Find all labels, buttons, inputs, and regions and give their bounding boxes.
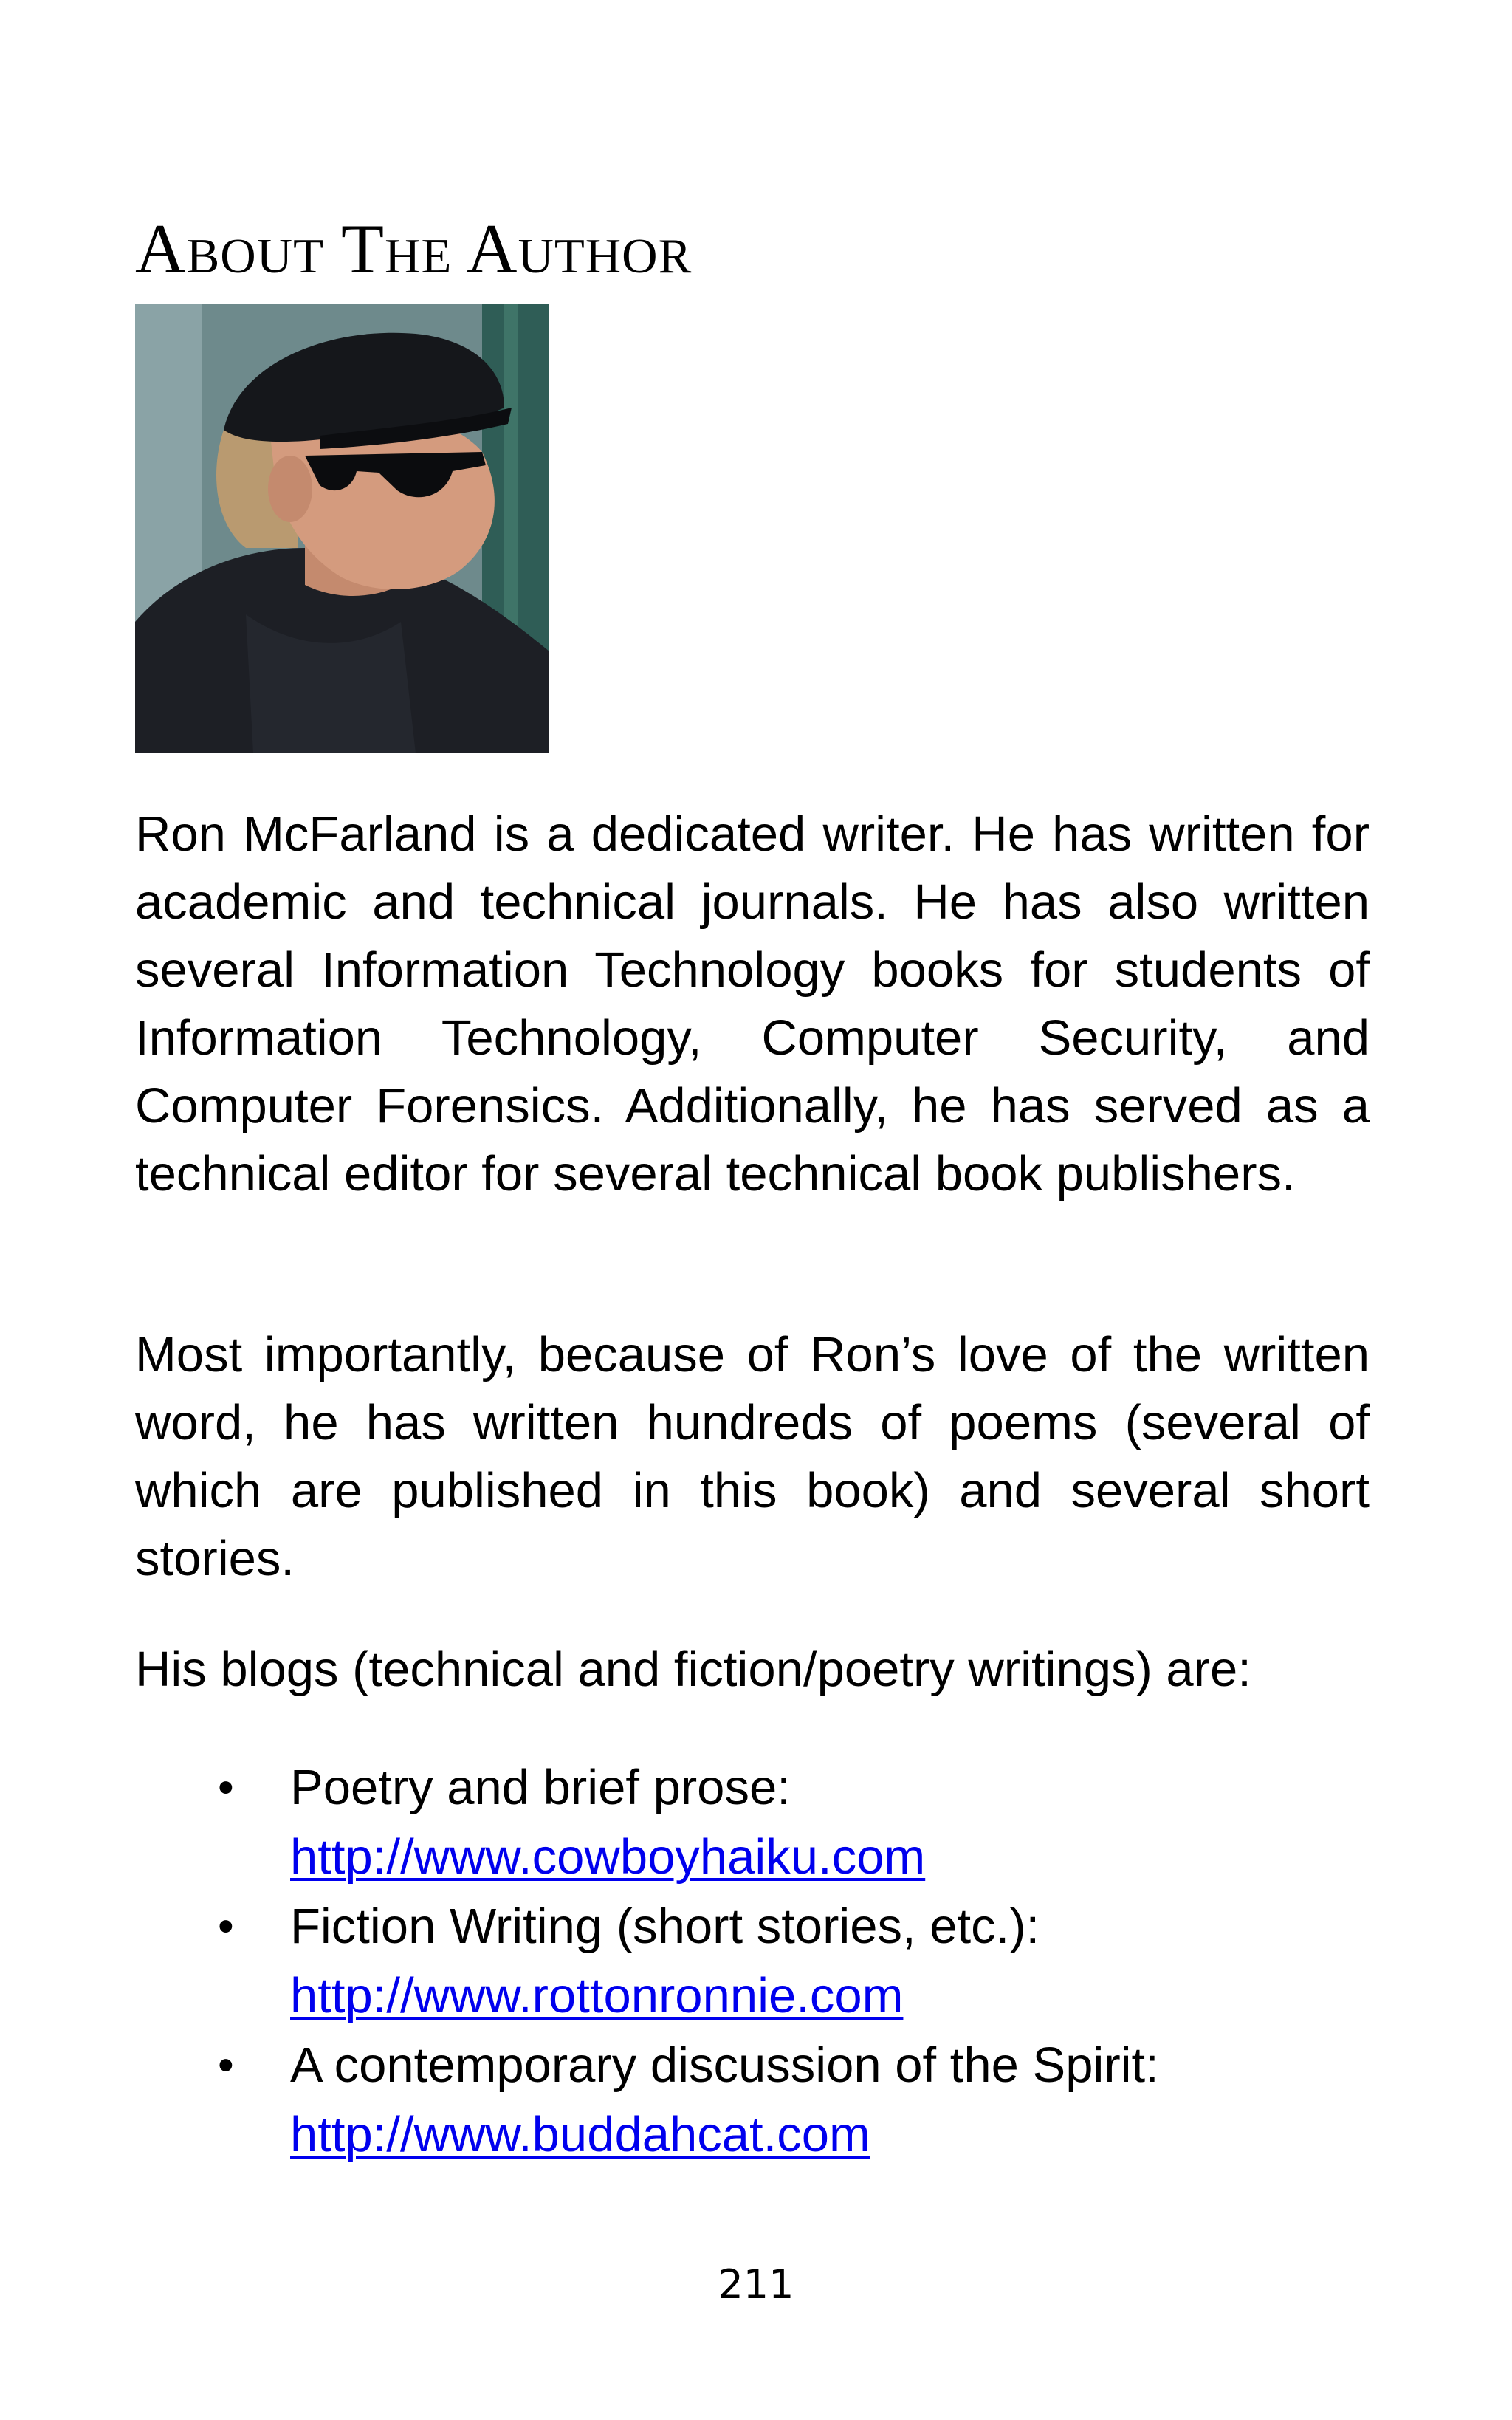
blog-label: Poetry and brief prose: <box>290 1760 791 1815</box>
blog-label: Fiction Writing (short stories, etc.): <box>290 1899 1040 1954</box>
bio-paragraph-1: Ron McFarland is a dedicated writer. He has written for academic and technical journals. He has also written several Information Technology books for students of Information Technology, Computer Security, and Computer Forensics. Additionally, he has served as a technical editor for several technical book publishers. <box>135 806 1370 1202</box>
blog-label: A contemporary discussion of the Spirit: <box>290 2037 1159 2093</box>
blog-link-buddahcat[interactable]: http://www.buddahcat.com <box>290 2107 870 2162</box>
blog-link-cowboyhaiku[interactable]: http://www.cowboyhaiku.com <box>290 1829 926 1885</box>
author-photo <box>135 304 549 753</box>
list-item <box>135 1892 1370 2031</box>
bullet-icon: • <box>218 1762 234 1813</box>
list-item <box>135 2031 1370 2170</box>
bullet-icon: • <box>218 1901 234 1952</box>
bio-paragraph-2: Most importantly, because of Ron’s love of the written word, he has written hundreds of poems (several of which are published in this book) and several short stories. <box>135 1327 1370 1586</box>
blogs-intro: His blogs (technical and fiction/poetry writings) are: <box>135 1642 1251 1697</box>
blog-link-rottonronnie[interactable]: http://www.rottonronnie.com <box>290 1968 904 2023</box>
author-portrait-icon <box>135 304 549 753</box>
bullet-icon: • <box>218 2040 234 2091</box>
blog-list <box>135 1753 1370 2170</box>
page-title: About The Author <box>135 210 693 288</box>
list-item <box>135 1753 1370 1892</box>
page-number: 211 <box>718 2261 794 2308</box>
